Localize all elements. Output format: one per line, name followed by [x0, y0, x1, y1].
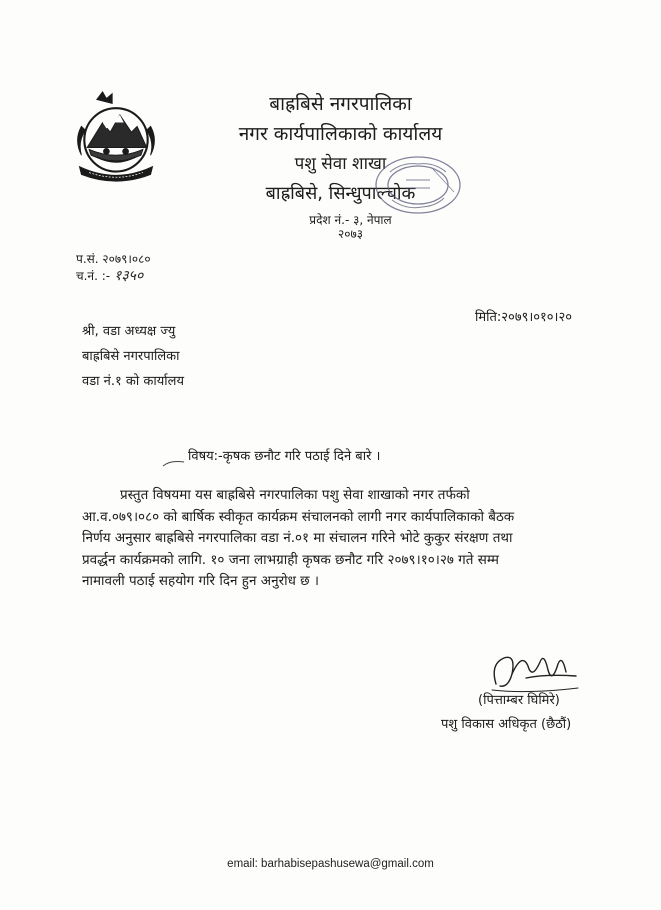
body-line: नामावली पठाई सहयोग गरि दिन हुन अनुरोध छ ।: [82, 573, 320, 589]
municipality-name: बाह्रबिसे नगरपालिका: [269, 93, 412, 115]
office-name: नगर कार्यपालिकाको कार्यालय: [238, 123, 443, 145]
office-location: बाह्रबिसे, सिन्धुपाल्चोक: [265, 183, 416, 204]
patra-sankhya: प.सं. २०७९।०८०: [76, 252, 151, 266]
chalani-number: १३५०: [114, 268, 144, 284]
subject-line: विषय:-कृषक छनौट गरि पठाई दिने बारे ।: [188, 449, 381, 464]
body-line: प्रस्तुत विषयमा यस बाह्रबिसे नगरपालिका पशु सेवा शाखाको नगर तर्फको: [120, 487, 470, 503]
letter-date: मिति:२०७९।०१०।२०: [475, 310, 572, 325]
recipient-line-2: बाह्रबिसे नगरपालिका: [82, 349, 180, 364]
footer-email: email: barhabisepashusewa@gmail.com: [227, 858, 434, 870]
body-paragraph: [82, 485, 602, 593]
signatory-title: पशु विकास अधिकृत (छैठौं): [441, 717, 572, 732]
province-line: प्रदेश नं.- ३, नेपाल: [309, 213, 392, 227]
body-line: निर्णय अनुसार बाह्रबिसे नगरपालिका वडा नं.०१ मा संचालन गरिने भोटे कुकुर संरक्षण तथा: [82, 530, 513, 546]
body-line: प्रवर्द्धन कार्यक्रमको लागि. १० जना लाभग्राही कृषक छनौट गरि २०७९।१०।२७ गते सम्म: [82, 551, 500, 568]
office-stamp-icon: [372, 152, 464, 218]
chalani-label: च.नं. :-: [76, 269, 111, 283]
recipient-line-1: श्री, वडा अध्यक्ष ज्यु: [82, 324, 176, 339]
body-line: आ.व.०७९।०८० को बार्षिक स्वीकृत कार्यक्रम संचालनको लागी नगर कार्यपालिकाको बैठक: [82, 508, 515, 525]
established-year: २०७३: [338, 227, 363, 241]
recipient-line-3: वडा नं.१ को कार्यालय: [82, 374, 185, 389]
section-name: पशु सेवा शाखा: [294, 154, 387, 174]
signatory-name: (पित्ताम्बर घिमिरे): [478, 693, 560, 708]
subject-underline-mark: [162, 458, 186, 468]
chalani-line: [76, 266, 143, 285]
